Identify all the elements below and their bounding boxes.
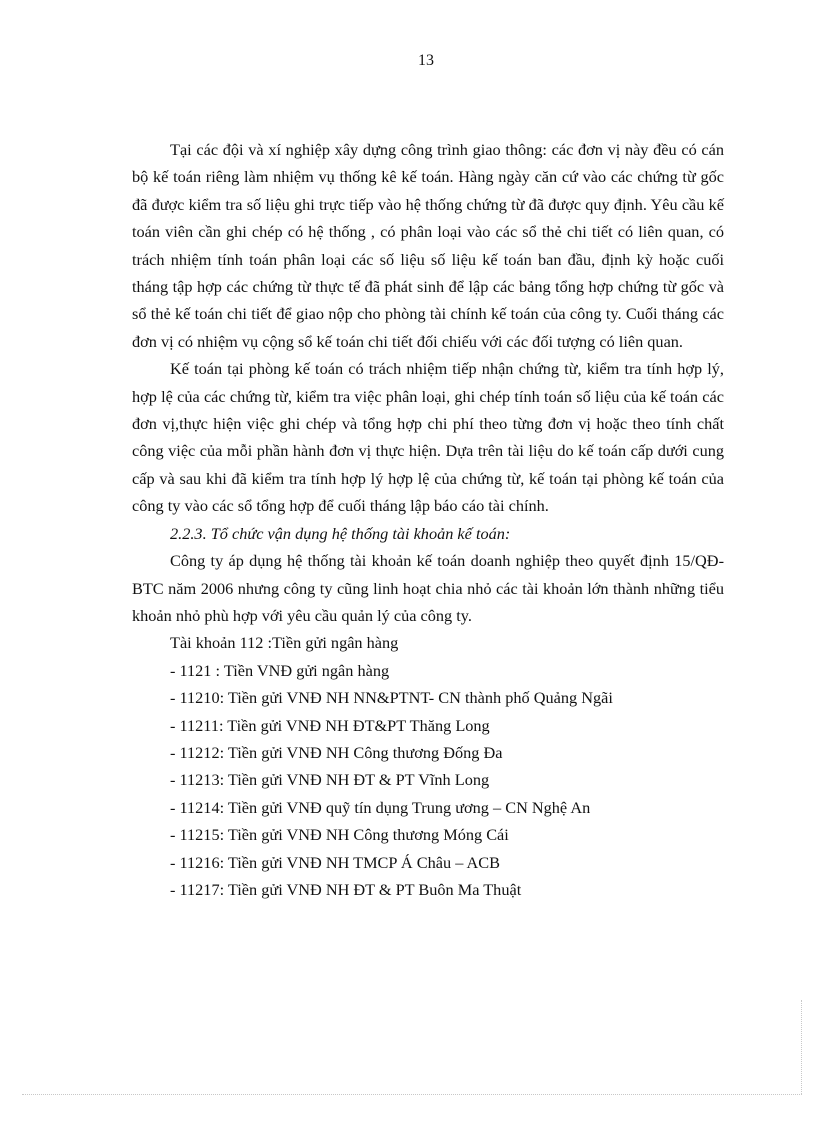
page-number: 13 bbox=[418, 52, 434, 69]
list-item: - 11213: Tiền gửi VNĐ NH ĐT & PT Vĩnh Long bbox=[170, 770, 490, 790]
paragraph-team-accounting: Tại các đội và xí nghiệp xây dựng công trình giao thông: các đơn vị này đều có cán bộ kế toán riêng làm nhiệm vụ thống kê kế toán. Hàng ngày căn cứ vào các chứng từ gốc đã được kiểm tra số liệu ghi trực tiếp vào hệ thống chứng từ đã được quy định. Yêu cầu kế toán viên cần ghi chép có hệ thống , có phân loại vào các sổ thẻ chi tiết có liên quan, có trách nhiệm tính toán phân loại các số liệu số liệu kế toán ban đầu, định kỳ hoặc cuối tháng tập hợp các chứng từ thực tế đã phát sinh để lập các bảng tổng hợp chứng từ gốc và sổ thẻ kế toán chi tiết để giao nộp cho phòng tài chính kế toán của công ty. Cuối tháng các đơn vị có nhiệm vụ cộng sổ kế toán chi tiết đối chiếu với các đối tượng có liên quan. bbox=[132, 140, 724, 351]
page-right-border bbox=[801, 1000, 802, 1094]
account-title: Tài khoản 112 :Tiền gửi ngân hàng bbox=[170, 633, 399, 653]
paragraph-office-accounting: Kế toán tại phòng kế toán có trách nhiệm tiếp nhận chứng từ, kiểm tra tính hợp lý, hợp lệ của các chứng từ, kiểm tra việc phân loại, ghi chép tính toán số liệu của kế toán các đơn vị,thực hiện việc ghi chép và tổng hợp chi phí theo từng đơn vị hoặc theo tính chất công việc của mỗi phần hành đơn vị thực hiện. Dựa trên tài liệu do kế toán cấp dưới cung cấp và sau khi đã kiểm tra tính hợp lý hợp lệ của chứng từ, kế toán tại phòng kế toán của công ty vào các sổ tổng hợp để cuối tháng lập báo cáo tài chính. bbox=[132, 359, 724, 516]
list-item: - 11210: Tiền gửi VNĐ NH NN&PTNT- CN thành phố Quảng Ngãi bbox=[170, 688, 613, 708]
list-item: - 1121 : Tiền VNĐ gửi ngân hàng bbox=[170, 660, 390, 680]
page-bottom-border bbox=[22, 1094, 802, 1095]
list-item: - 11215: Tiền gửi VNĐ NH Công thương Móng Cái bbox=[170, 825, 509, 845]
section-intro: Công ty áp dụng hệ thống tài khoản kế toán doanh nghiệp theo quyết định 15/QĐ-BTC năm 2006 nhưng công ty cũng linh hoạt chia nhỏ các tài khoản lớn thành những tiểu khoản nhỏ phù hợp với yêu cầu quản lý của công ty. bbox=[132, 551, 724, 625]
document-body bbox=[132, 136, 724, 903]
list-item: - 11216: Tiền gửi VNĐ NH TMCP Á Châu – ACB bbox=[170, 852, 500, 872]
section-heading: 2.2.3. Tổ chức vận dụng hệ thống tài khoản kế toán: bbox=[170, 523, 511, 543]
list-item: - 11214: Tiền gửi VNĐ quỹ tín dụng Trung ương – CN Nghệ An bbox=[170, 797, 591, 817]
list-item: - 11211: Tiền gửi VNĐ NH ĐT&PT Thăng Long bbox=[170, 715, 490, 735]
account-list bbox=[132, 657, 724, 904]
list-item: - 11217: Tiền gửi VNĐ NH ĐT & PT Buôn Ma Thuật bbox=[170, 879, 522, 899]
list-item: - 11212: Tiền gửi VNĐ NH Công thương Đống Đa bbox=[170, 742, 503, 762]
